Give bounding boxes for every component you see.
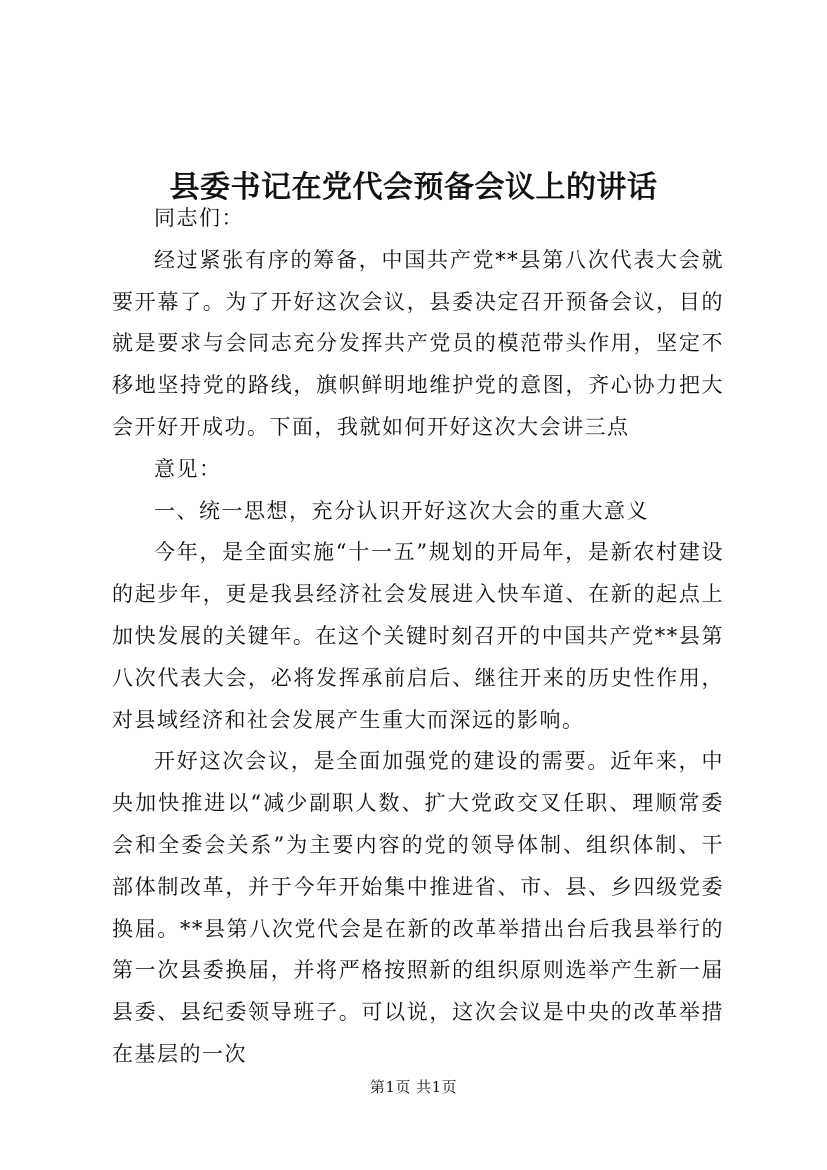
document-body — [112, 198, 724, 1076]
paragraph-opinion: 意见： — [154, 456, 222, 481]
paragraph-intro: 经过紧张有序的筹备，中国共产党**县第八次代表大会就要开幕了。为了开好这次会议，县委决定召开预备会议，目的就是要求与会同志充分发挥共产党员的模范带头作用，坚定不移地坚持党的路线，旗帜鲜明地维护党的意图，齐心协力把大会开好开成功。下面，我就如何开好这次大会讲三点 — [112, 247, 724, 439]
paragraph-significance: 今年，是全面实施“十一五”规划的开局年，是新农村建设的起步年，更是我县经济社会发展进入快车道、在新的起点上加快发展的关键年。在这个关键时刻召开的中国共产党**县第八次代表大会，必将发挥承前启后、继往开来的历史性作用，对县域经济和社会发展产生重大而深远的影响。 — [112, 540, 724, 732]
page-footer: 第1页 共1页 — [369, 1078, 458, 1096]
section-heading-1: 一、统一思想，充分认识开好这次大会的重大意义 — [154, 498, 649, 523]
document-title: 县委书记在党代会预备会议上的讲话 — [169, 170, 658, 206]
paragraph-greeting: 同志们： — [154, 206, 244, 230]
paragraph-party-building: 开好这次会议，是全面加强党的建设的需要。近年来，中央加快推进以“减少副职人数、扩大党政交叉任职、理顺常委会和全委会关系”为主要内容的党的领导体制、组织体制、干部体制改革，并于今年开始集中推进省、市、县、乡四级党委换届。**县第八次党代会是在新的改革举措出台后我县举行的第一次县委换届，并将严格按照新的组织原则选举产生新一届县委、县纪委领导班子。可以说，这次会议是中央的改革举措在基层的一次 — [112, 749, 724, 1066]
